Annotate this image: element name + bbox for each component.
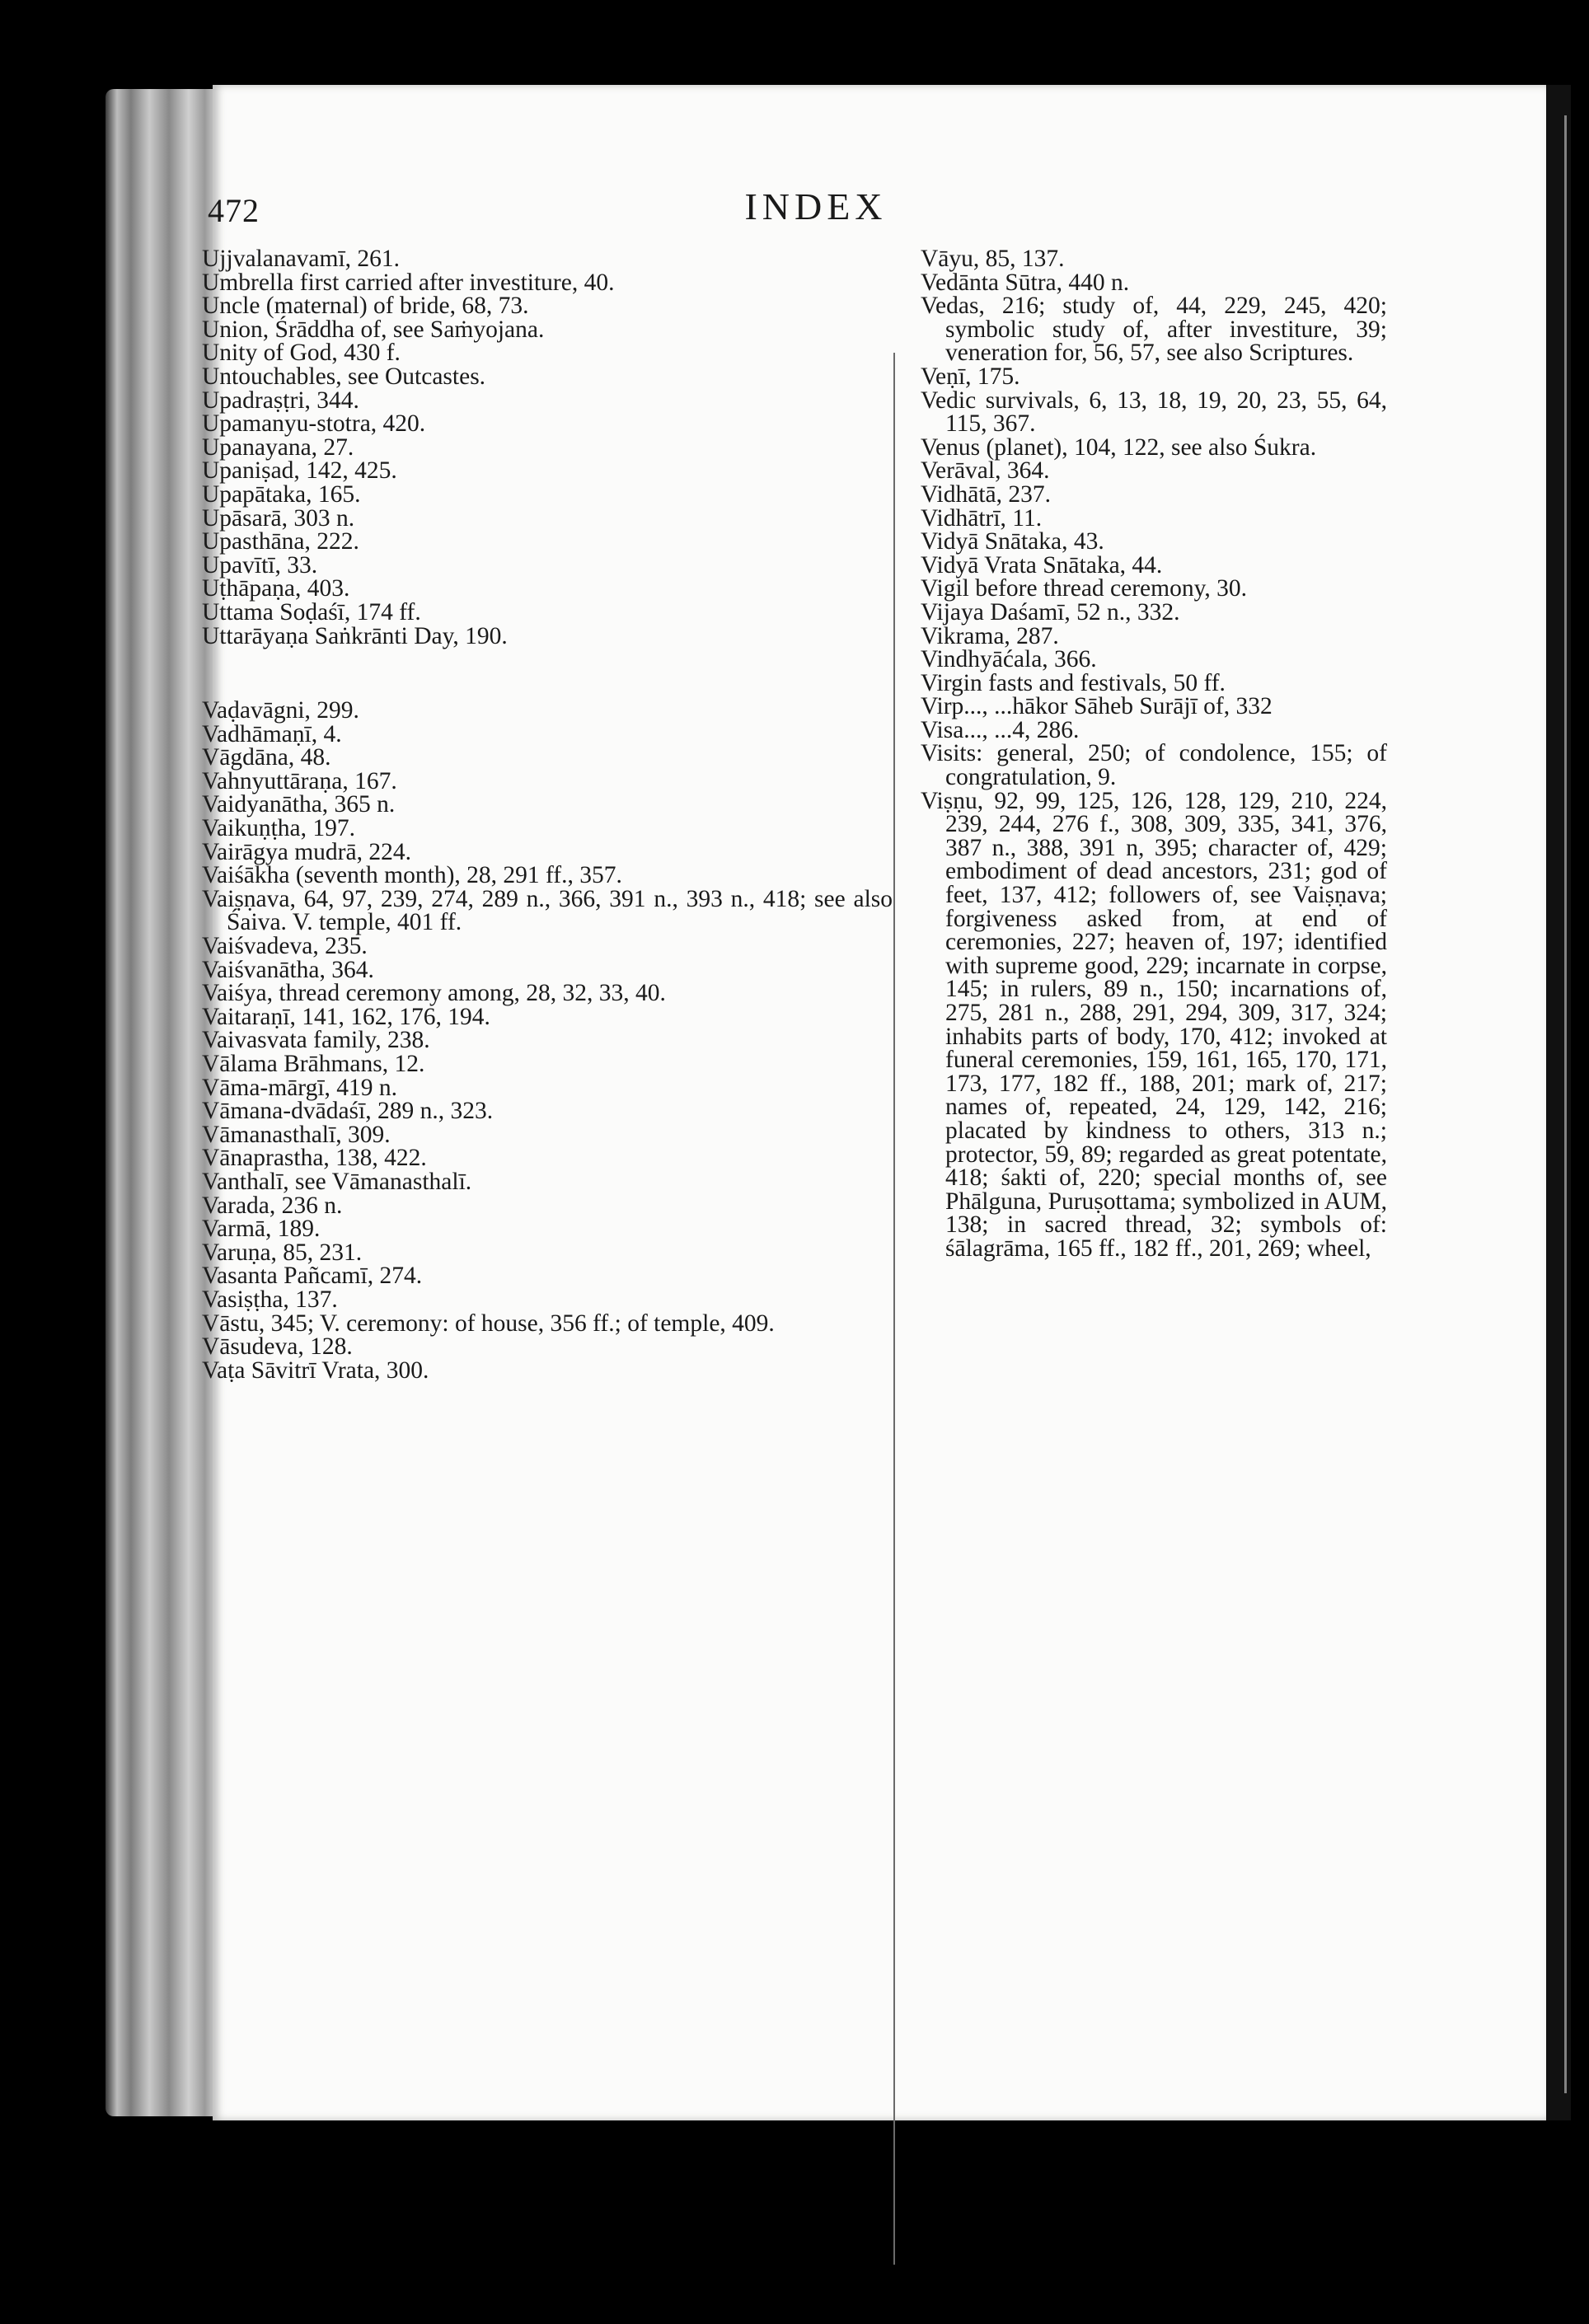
index-entry: Union, Śrāddha of, see Saṁyojana.: [202, 316, 545, 343]
index-entry: Vadhāmaṇī, 4.: [202, 720, 342, 747]
index-column-left: [202, 247, 893, 1382]
index-entry: Upāsarā, 303 n.: [202, 504, 355, 532]
index-entry: Vāsudeva, 128.: [202, 1333, 353, 1361]
index-entry: Vikrama, 287.: [921, 622, 1059, 649]
index-entry: Unity of God, 430 f.: [202, 340, 401, 367]
index-entry: Vedic survivals, 6, 13, 18, 19, 20, 23, 55, 64, 115, 367.: [921, 387, 1387, 438]
index-entry: Vanthalī, see Vāmanasthalī.: [202, 1168, 472, 1195]
index-entry: Vedas, 216; study of, 44, 229, 245, 420; symbolic study of, after investiture, 39; veneration for, 56, 57, see also Scriptures.: [921, 293, 1387, 367]
page-title: INDEX: [744, 185, 888, 227]
index-entry: Vaiṣṇava, 64, 97, 239, 274, 289 n., 366, 391 n., 393 n., 418; see also Śaiva. V. temple, 401 ff.: [202, 885, 893, 936]
index-entry: Upaniṣad, 142, 425.: [202, 457, 397, 485]
index-entry: Vāma-mārgī, 419 n.: [202, 1074, 398, 1101]
index-entry: Vindhyāćala, 366.: [921, 646, 1097, 673]
index-entry: Vaiśya, thread ceremony among, 28, 32, 33, 40.: [202, 980, 666, 1007]
index-entry: Vāmanasthalī, 309.: [202, 1121, 391, 1148]
column-divider: [893, 353, 895, 2265]
index-entry: Varuṇa, 85, 231.: [202, 1239, 363, 1266]
section-gap: [202, 648, 893, 699]
index-entry: Vaiśvanātha, 364.: [202, 956, 374, 983]
page-right-rim: [1546, 85, 1571, 2120]
index-entry: Virp..., ...hākor Sāheb Surājī of, 332: [921, 693, 1273, 720]
index-entry: Upadraṣṭri, 344.: [202, 387, 359, 414]
index-entry: Untouchables, see Outcastes.: [202, 363, 486, 390]
index-entry: Vāgdāna, 48.: [202, 744, 331, 771]
index-entry: Vaitaraṇī, 141, 162, 176, 194.: [202, 1003, 490, 1030]
index-entry: Vedānta Sūtra, 440 n.: [921, 269, 1130, 296]
index-entry: Vālama Brāhmans, 12.: [202, 1051, 425, 1077]
index-entry: Vidhātā, 237.: [921, 480, 1051, 508]
next-page-edge: [1564, 115, 1567, 2093]
index-entry: Upasthāna, 222.: [202, 528, 359, 555]
index-entry: Verāval, 364.: [921, 457, 1050, 485]
index-entry: Vidhātrī, 11.: [921, 504, 1043, 532]
index-entry: Vaikuṇṭha, 197.: [202, 815, 355, 842]
index-entry: Vijaya Daśamī, 52 n., 332.: [921, 598, 1180, 626]
index-entry: Visa..., ...4, 286.: [921, 716, 1080, 743]
index-entry: Upamanyu-stotra, 420.: [202, 410, 426, 438]
index-entry: Virgin fasts and festivals, 50 ff.: [921, 669, 1226, 696]
index-entry: Uttarāyaṇa Saṅkrānti Day, 190.: [202, 622, 508, 649]
index-entry: Vaidyanātha, 365 n.: [202, 791, 396, 818]
index-entry: Vahnyuttāraṇa, 167.: [202, 767, 397, 794]
index-entry: Vaḍavāgni, 299.: [202, 697, 359, 724]
index-entry: Uṭhāpaṇa, 403.: [202, 575, 350, 602]
index-entry: Vaiśvadeva, 235.: [202, 933, 368, 960]
index-entry: Vidyā Vrata Snātaka, 44.: [921, 551, 1163, 579]
index-entry: Uttama Soḍaśī, 174 ff.: [202, 598, 421, 626]
index-entry: Visits: general, 250; of condolence, 155; of congratulation, 9.: [921, 740, 1387, 791]
index-entry: Varmā, 189.: [202, 1216, 321, 1243]
index-entry: Vāmana-dvādaśī, 289 n., 323.: [202, 1098, 494, 1125]
index-entry: Vānaprastha, 138, 422.: [202, 1145, 427, 1172]
index-entry: Umbrella first carried after investiture, 40.: [202, 269, 615, 296]
index-entry: Vidyā Snātaka, 43.: [921, 528, 1104, 555]
index-entry: Upavītī, 33.: [202, 551, 318, 579]
index-entry: Vāstu, 345; V. ceremony: of house, 356 ff.; of temple, 409.: [202, 1310, 775, 1337]
page-number: 472: [208, 192, 260, 229]
index-entry: Vigil before thread ceremony, 30.: [921, 575, 1248, 602]
index-entry: Upanayana, 27.: [202, 433, 354, 461]
index-entry: Vaivasvata family, 238.: [202, 1027, 430, 1054]
index-entry: Ujjvalanavamī, 261.: [202, 246, 401, 272]
index-entry: Vasiṣṭha, 137.: [202, 1286, 338, 1313]
index-entry: Viṣṇu, 92, 99, 125, 126, 128, 129, 210, 224, 239, 244, 276 f., 308, 309, 335, 341, 376, 387 n., 388, 391 n, 395; character of, 429; embodiment of dead ancestors, 231; god of feet, 137, 412; followers of, see Vaiṣṇava; forgiveness asked from, at end of ceremonies, 227; heaven of, 197; identified with supreme good, 229; incarnate in corpse, 145; in rulers, 89 n., 150; incarnations of, 275, 281 n., 288, 291, 294, 309, 317, 324; inhabits parts of body, 170, 412; invoked at funeral ceremonies, 159, 161, 165, 170, 171, 173, 177, 182 ff., 188, 201; mark of, 217; names of, repeated, 24, 129, 142, 216; placated by kindness to others, 313 n.; protector, 59, 89; regarded as great potentate, 418; śakti of, 220; special months of, see Phālguna, Puruṣottama; symbolized in AUM, 138; in sacred thread, 32; symbols of: śālagrāma, 165 ff., 182 ff., 201, 269; wheel,: [921, 787, 1387, 1262]
index-entry: Uncle (maternal) of bride, 68, 73.: [202, 293, 529, 320]
index-entry: Vāyu, 85, 137.: [921, 246, 1065, 272]
index-entry: Vaiśākha (seventh month), 28, 291 ff., 357.: [202, 862, 622, 889]
index-entry: Vasanta Pañcamī, 274.: [202, 1263, 423, 1290]
index-column-right: [921, 247, 1387, 1261]
index-entry: Veṇī, 175.: [921, 363, 1020, 390]
index-entry: Vaṭa Sāvitrī Vrata, 300.: [202, 1356, 429, 1384]
index-entry: Venus (planet), 104, 122, see also Śukra.: [921, 433, 1317, 461]
index-entry: Upapātaka, 165.: [202, 480, 361, 508]
index-entry: Varada, 236 n.: [202, 1192, 343, 1219]
index-entry: Vairāgya mudrā, 224.: [202, 838, 411, 865]
